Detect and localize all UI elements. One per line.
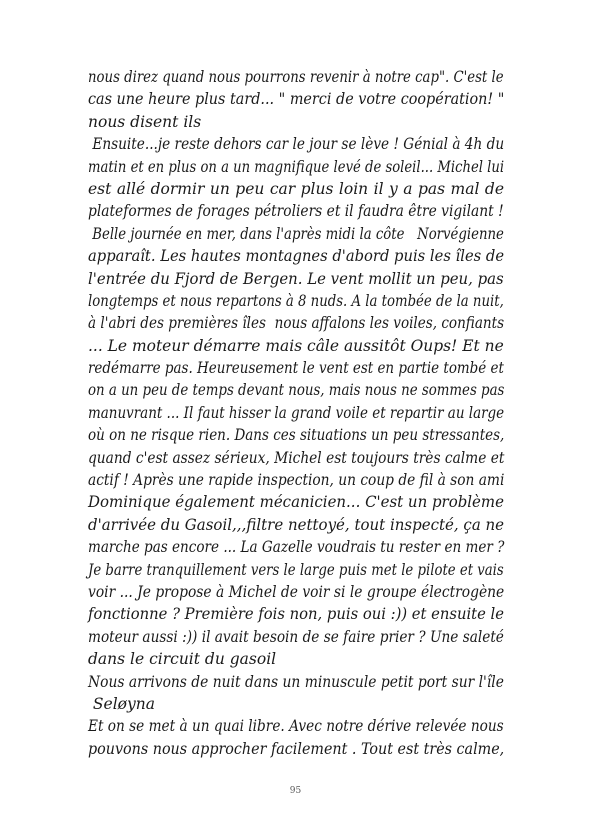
page-number: 95: [289, 786, 302, 796]
text-line: apparaît. Les hautes montagnes d'abord puis les îles de: [88, 247, 505, 266]
text-line: à l'abri des premières îles nous affalons les voiles, confiants: [88, 314, 505, 333]
text-line: manuvrant ... Il faut hisser la grand voile et repartir au large: [88, 403, 505, 422]
text-line: Seløyna: [88, 694, 155, 713]
text-line: marche pas encore ... La Gazelle voudrais tu rester en mer ?: [88, 538, 505, 557]
text-line: Et on se met à un quai libre. Avec notre dérive relevée nous: [88, 717, 504, 736]
text-line: ... Le moteur démarre mais câle aussitôt Oups! Et ne: [88, 336, 504, 355]
text-line: longtemps et nous repartons à 8 nuds. A la tombée de la nuit,: [88, 291, 504, 310]
text-line: d'arrivée du Gasoil,,,filtre nettoyé, tout inspecté, ça ne: [88, 515, 505, 534]
text-line: voir ... Je propose à Michel de voir si le groupe électrogène: [88, 582, 505, 601]
text-line: redémarre pas. Heureusement le vent est en partie tombé et: [88, 359, 504, 378]
text-line: matin et en plus on a un magnifique levé de soleil... Michel lui: [88, 157, 505, 176]
text-line: moteur aussi :)) il avait besoin de se faire prier ? Une saleté: [88, 627, 504, 646]
text-line: actif ! Après une rapide inspection, un coup de fil à son ami: [88, 471, 505, 490]
text-line: Ensuite...je reste dehors car le jour se lève ! Génial à 4h du: [88, 135, 505, 154]
text-line: où on ne risque rien. Dans ces situations un peu stressantes,: [88, 426, 505, 445]
text-line: Nous arrivons de nuit dans un minuscule petit port sur l'île: [88, 672, 504, 691]
text-line: Belle journée en mer, dans l'après midi la côte Norvégienne: [88, 224, 504, 243]
body-text: [88, 66, 504, 760]
text-line: plateformes de forages pétroliers et il faudra être vigilant !: [88, 202, 504, 221]
text-line: dans le circuit du gasoil: [88, 650, 277, 669]
text-line: on a un peu de temps devant nous, mais nous ne sommes pas: [88, 381, 505, 400]
text-line: l'entrée du Fjord de Bergen. Le vent mollit un peu, pas: [88, 269, 504, 288]
text-line: est allé dormir un peu car plus loin il y a pas mal de: [88, 179, 504, 198]
text-line: nous disent ils: [88, 112, 202, 131]
text-line: quand c'est assez sérieux, Michel est toujours très calme et: [88, 448, 505, 467]
text-line: cas une heure plus tard... " merci de votre coopération! ": [88, 90, 505, 109]
text-line: Dominique également mécanicien... C'est un problème: [88, 493, 504, 512]
text-line: nous direz quand nous pourrons revenir à notre cap". C'est le: [88, 68, 504, 86]
text-line: pouvons nous approcher facilement . Tout est très calme,: [88, 739, 505, 758]
text-line: fonctionne ? Première fois non, puis oui :)) et ensuite le: [88, 605, 504, 624]
text-line: Je barre tranquillement vers le large puis met le pilote et vais: [88, 560, 504, 579]
